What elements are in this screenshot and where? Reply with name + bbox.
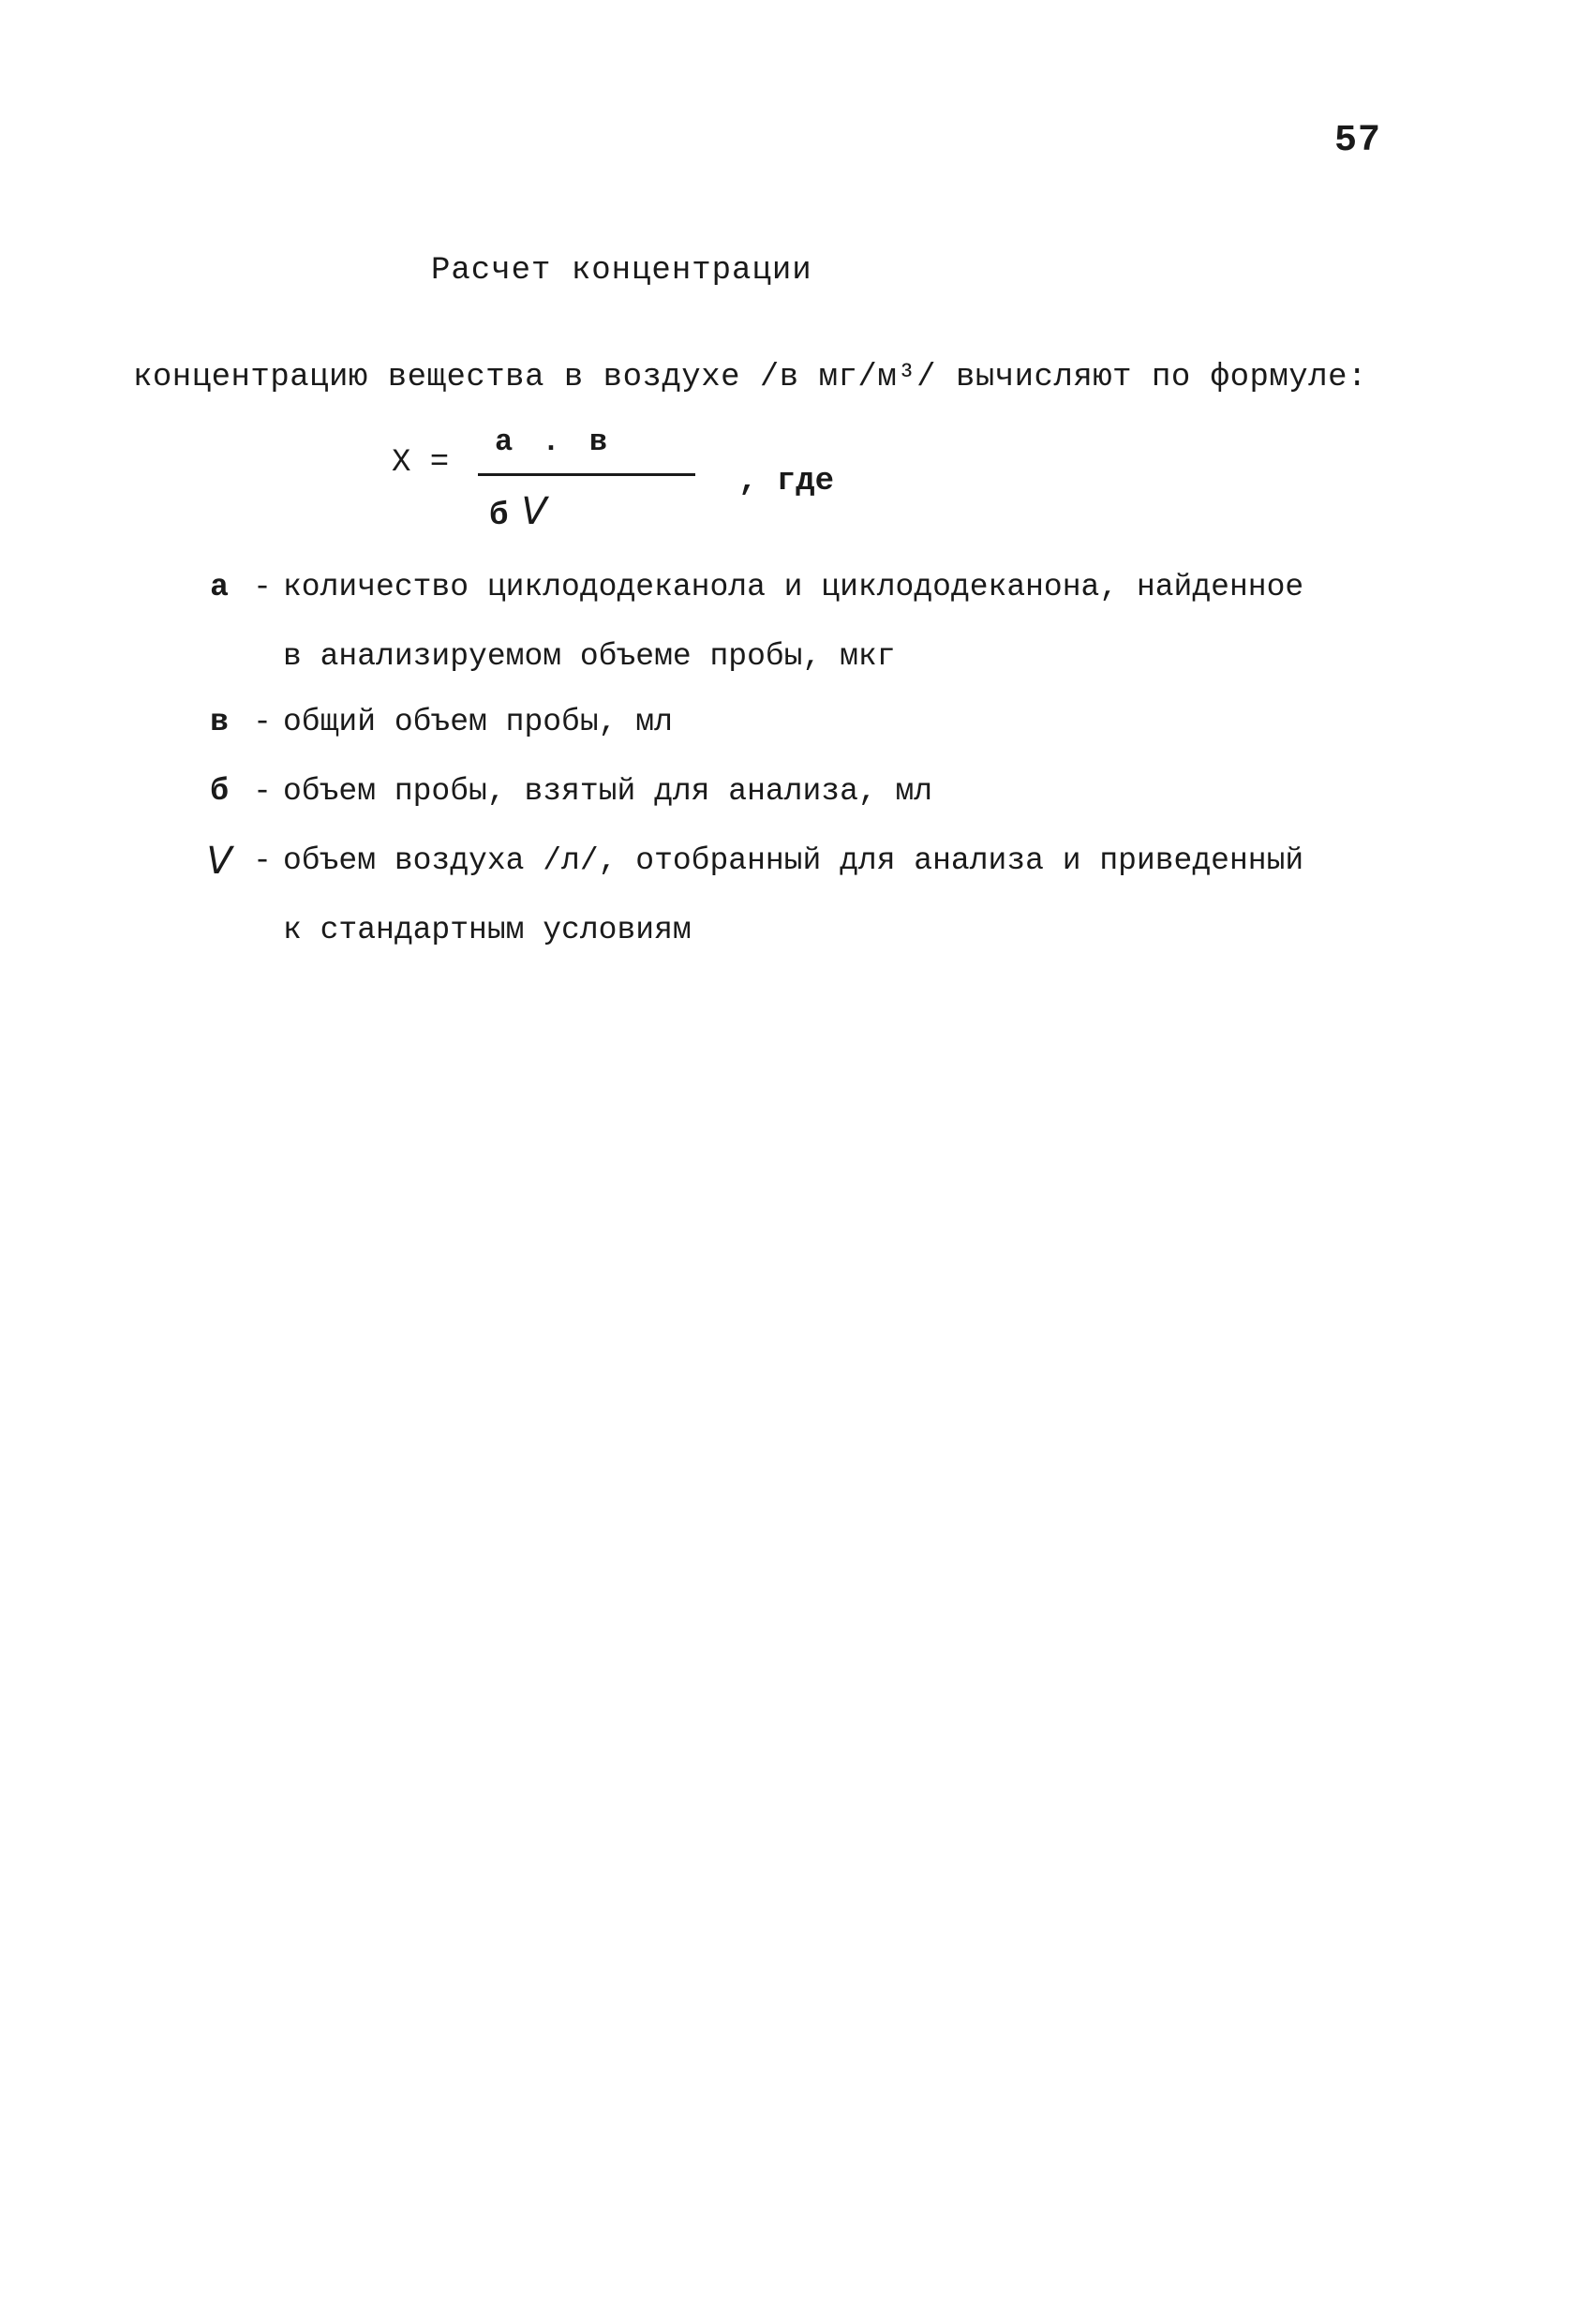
definition-symbol: б (210, 774, 229, 809)
definition-symbol: в (210, 705, 229, 739)
definition-symbol: а (210, 570, 229, 604)
definition-text (283, 757, 1443, 827)
definition-line: количество циклододеканола и циклододеканона, найденное (283, 570, 1304, 604)
definition-dash: - (253, 705, 272, 739)
section-title: Расчет концентрации (431, 253, 812, 289)
definition-line: в анализируемом объеме пробы, мкг (283, 639, 896, 674)
formula-where: , где (738, 464, 835, 499)
fraction-bar (478, 473, 695, 476)
definition-text (283, 827, 1443, 965)
definition-dash: - (253, 843, 272, 878)
variable-definitions (197, 553, 1443, 965)
definition-text (283, 553, 1443, 692)
intro-text: концентрацию вещества в воздухе /в мг/м³/ вычисляют по формуле: (133, 360, 1367, 395)
formula-numerator: а . в (495, 425, 614, 459)
denominator-b: б (489, 499, 509, 534)
definition-text (283, 688, 1443, 757)
definition-line: к стандартным условиям (283, 913, 692, 947)
definition-dash: - (253, 570, 272, 604)
denominator-v: V (521, 490, 547, 533)
definition-v-total (197, 688, 1443, 757)
definition-dash: - (253, 774, 272, 809)
page-number: 57 (1334, 120, 1382, 162)
concentration-formula (392, 426, 879, 539)
definition-symbol: V (206, 840, 232, 883)
definition-line: объем воздуха /л/, отобранный для анализа и приведенный (283, 843, 1304, 878)
definition-line: общий объем пробы, мл (283, 705, 673, 739)
definition-line: объем пробы, взятый для анализа, мл (283, 774, 933, 809)
formula-lhs: X = (392, 445, 450, 481)
definition-air-volume (197, 827, 1443, 965)
definition-b (197, 757, 1443, 827)
definition-a (197, 553, 1443, 692)
formula-denominator (489, 490, 547, 534)
